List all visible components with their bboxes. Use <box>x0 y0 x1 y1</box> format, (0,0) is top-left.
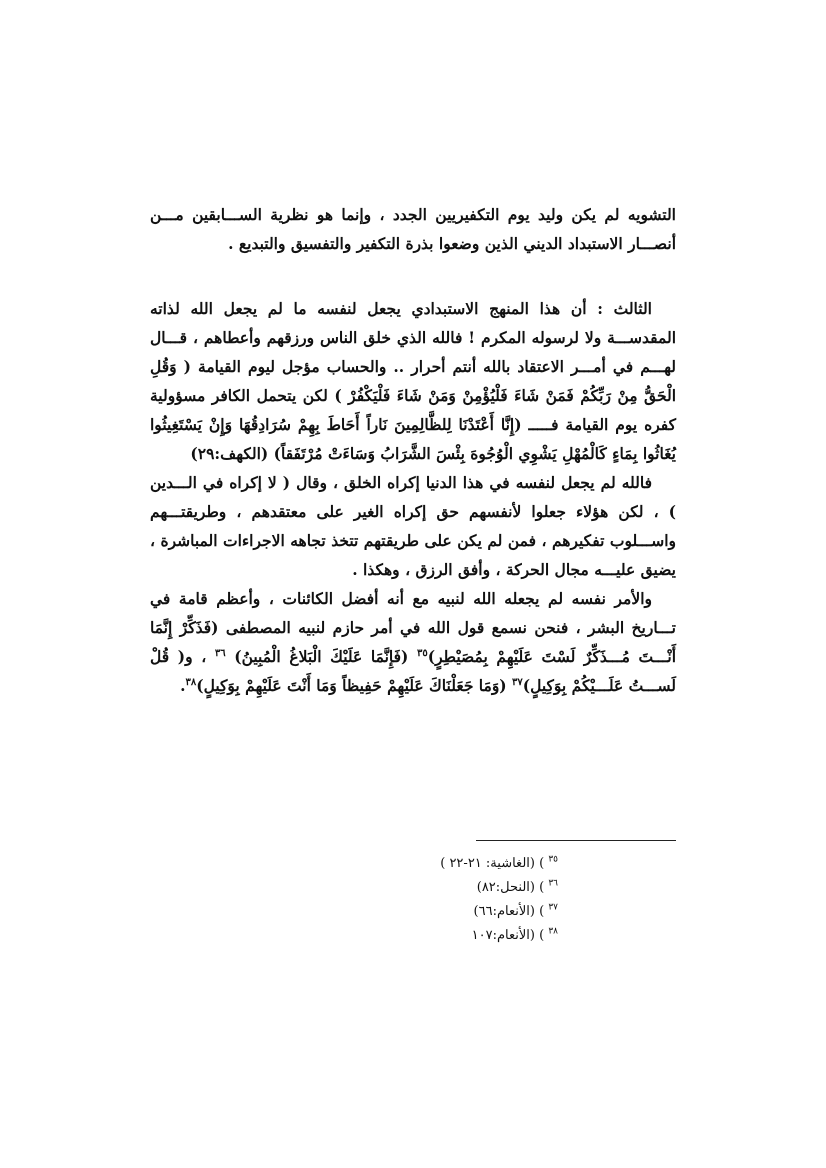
footnote-number: ٣٨ <box>548 926 558 937</box>
footnote-38 <box>258 924 558 948</box>
footnote-number: ٣٥ <box>548 854 558 865</box>
footnote-37 <box>258 900 558 924</box>
footnotes-list <box>258 852 558 948</box>
paragraph-third-point: الثالث : أن هذا المنهج الاستبدادي يجعل لنفسه ما لم يجعل الله لذاته المقدســـة ولا لرسوله المكرم ! فالله الذي خلق الناس ورزقهم وأعطاهم ، قـــال لهـــم في أمـــر الاعتقاد بالله أنتم أحرار .. والحساب مؤجل ليوم القيامة ( وَقُلِ الْحَقُّ مِنْ رَبِّكُمْ فَمَنْ شَاءَ فَلْيُؤْمِنْ وَمَنْ شَاءَ فَلْيَكْفُرْ ) لكن يتحمل الكافر مسؤولية كفره يوم القيامة فـــــ (إِنَّا أَعْتَدْنَا لِلظَّالِمِينَ نَاراً أَحَاطَ بِهِمْ سُرَادِقُهَا وَإِنْ يَسْتَغِيثُوا يُغَاثُوا بِمَاءٍ كَالْمُهْلِ يَشْوِي الْوُجُوهَ بِئْسَ الشَّرَابُ وَسَاءَتْ مُرْتَفَقاً) (الكهف:٢٩) <box>150 299 676 463</box>
quote-wakeel: ، و( قُلْ لَســـتُ عَلَـــيْكُمْ بِوَكِيلٍ) <box>150 647 676 695</box>
footnote-35 <box>258 852 558 876</box>
footnote-number: ٣٦ <box>548 878 558 889</box>
paragraph-prophet-text: والأمر نفسه لم يجعله الله لنبيه مع أنه أفضل الكائنات ، وأعظم قامة في تـــاريخ البشر ، فنحن نسمع قول الله في أمر حازم لنبيه المصطفى (فَذَكِّرْ إِنَّمَا أَنْـــتَ مُـــذَكِّرٌ لَسْتَ عَلَيْهِمْ بِمُصَيْطِرٍ) <box>150 589 677 666</box>
footnote-ref-36[interactable]: ٣٦ <box>214 647 226 659</box>
footnote-text: ) (الأنعام:٦٦) <box>473 904 545 919</box>
quote-hafeez: (وَمَا جَعَلْنَاكَ عَلَيْهِمْ حَفِيظاً وَمَا أَنْتَ عَلَيْهِمْ بِوَكِيلٍ) <box>196 676 513 695</box>
footnote-text: ) (الأنعام:١٠٧ <box>471 928 545 943</box>
footnote-divider <box>476 840 676 841</box>
paragraph-prophet <box>150 584 676 700</box>
body-text <box>150 200 676 700</box>
quote-balagh: (فَإِنَّمَا عَلَيْكَ الْبَلاغُ الْمُبِينُ) <box>225 647 418 666</box>
paragraph-no-compulsion: فالله لم يجعل لنفسه في هذا الدنيا إكراه الخلق ، وقال ( لا إكراه في الـــدين ) ، لكن هؤلاء جعلوا لأنفسهم حق إكراه الغير على معتقدهم ، وطريقتـــهم واســـلوب تفكيرهم ، فمن لم يكن على طريقتهم تتخذ تجاهه الاجراءات المباشرة ، يضيق عليـــه مجال الحركة ، وأفق الرزق ، وهكذا . <box>150 473 676 579</box>
footnote-text: ) (الغاشية: ٢١-٢٢ ) <box>440 856 545 871</box>
footnote-text: ) (النحل:٨٢) <box>476 880 545 895</box>
footnote-ref-37[interactable]: ٣٧ <box>512 676 523 688</box>
paragraph-continuation: التشويه لم يكن وليد يوم التكفيريين الجدد ، وإنما هو نظرية الســـابقين مـــن أنصـــار الاستبداد الديني الذين وضعوا بذرة التكفير والتفسيق والتبديع . <box>150 205 676 253</box>
footnote-36 <box>258 876 558 900</box>
footnote-ref-38[interactable]: ٣٨ <box>185 676 197 688</box>
footnote-number: ٣٧ <box>548 902 558 913</box>
footnote-ref-35[interactable]: ٣٥ <box>417 647 428 659</box>
closing-period: . <box>180 676 186 695</box>
